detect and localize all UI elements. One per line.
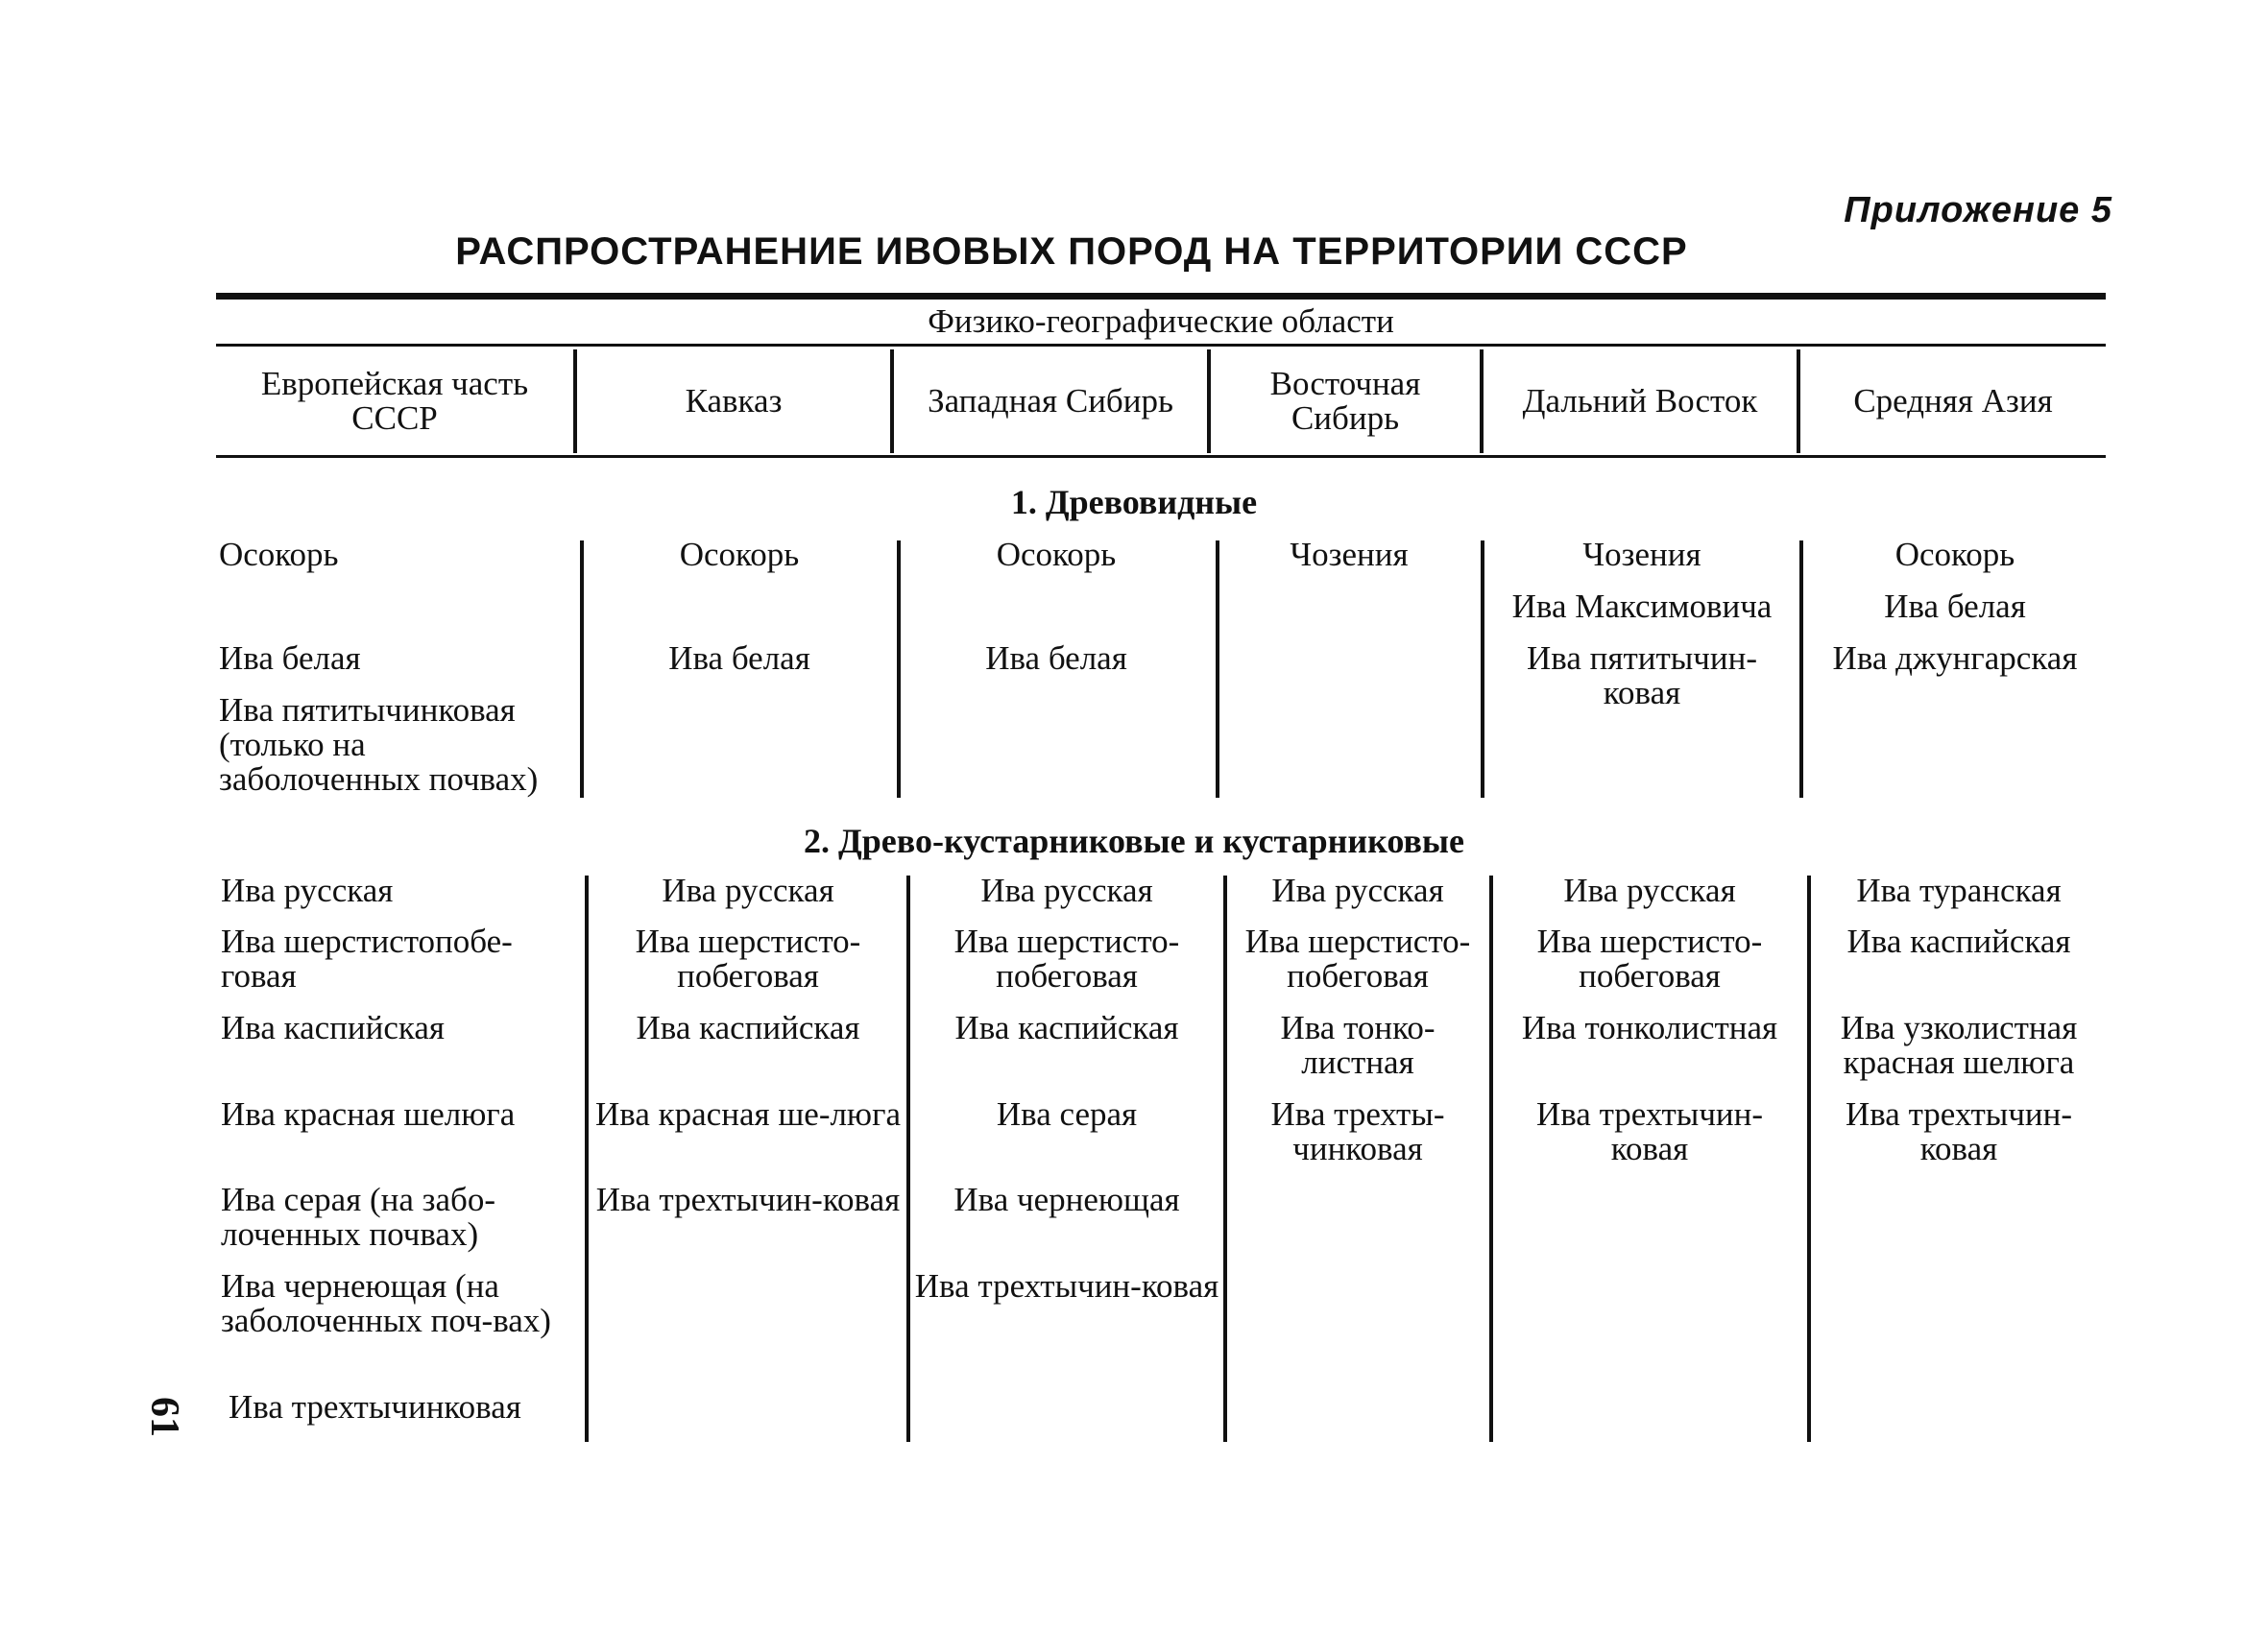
column-separator bbox=[1807, 876, 1811, 1442]
table-cell: Ива трехтычин-ковая bbox=[1845, 1095, 2073, 1167]
column-separator bbox=[897, 540, 901, 798]
table-cell: Осокорь bbox=[1894, 536, 2015, 573]
table-cell: Ива трехтычин-ковая bbox=[914, 1267, 1219, 1305]
table-cell: Осокорь bbox=[679, 536, 800, 573]
table-cell: Ива трехтычин-ковая bbox=[1535, 1095, 1764, 1167]
table-cell: Ива русская bbox=[662, 872, 834, 909]
section-title: 1. Древовидные bbox=[1010, 483, 1258, 521]
table-cell: Ива трехты-чинковая bbox=[1270, 1095, 1445, 1167]
table-cell: Ива Максимовича bbox=[1511, 588, 1773, 625]
table-cell: Ива джунгарская bbox=[1832, 639, 2078, 677]
page-number: 61 bbox=[142, 1397, 186, 1437]
column-separator bbox=[1481, 540, 1484, 798]
table-cell: Ива красная шелюга bbox=[221, 1095, 516, 1133]
top-rule bbox=[216, 293, 2106, 300]
table-cell: Ива русская bbox=[1563, 872, 1736, 909]
col-header-caucasus: Кавказ bbox=[685, 382, 783, 420]
table-cell: Ива трехтычинковая bbox=[229, 1388, 521, 1426]
header-separator bbox=[573, 349, 577, 453]
page-title-text: РАСПРОСТРАНЕНИЕ ИВОВЫХ ПОРОД НА ТЕРРИТОРИИ СССР bbox=[455, 230, 1688, 273]
table-cell: Ива серая (на забо-лоченных почвах) bbox=[221, 1181, 495, 1253]
table-cell: Ива шерстисто-побеговая bbox=[1536, 923, 1763, 995]
column-separator bbox=[580, 540, 584, 798]
table-cell: Чозения bbox=[1582, 536, 1701, 573]
table-cell-text: Ива пятитычинковая (только на заболоченных почвах) bbox=[219, 691, 539, 798]
table-cell: Ива трехтычин-ковая bbox=[595, 1181, 901, 1218]
col-header-west-siberia: Западная Сибирь bbox=[928, 382, 1173, 420]
table-cell: Ива тонко-листная bbox=[1280, 1009, 1436, 1081]
table-cell: Ива белая bbox=[219, 639, 361, 677]
column-separator bbox=[1216, 540, 1219, 798]
header-separator bbox=[1207, 349, 1211, 453]
table-cell: Ива шерстисто-побеговая bbox=[953, 923, 1180, 995]
header-separator bbox=[1480, 349, 1484, 453]
table-cell: Ива серая bbox=[996, 1095, 1138, 1133]
table-cell: Ива туранская bbox=[1856, 872, 2062, 909]
table-cell: Ива чернеющая bbox=[953, 1181, 1180, 1218]
table-cell: Ива шерстистопобе-говая bbox=[221, 923, 513, 995]
column-separator bbox=[1799, 540, 1803, 798]
header-group-rule bbox=[216, 344, 2106, 347]
table-cell: Ива пятитычин-ковая bbox=[1526, 639, 1757, 711]
table-cell bbox=[219, 693, 574, 797]
appendix-label: Приложение 5 bbox=[1844, 190, 2112, 230]
table-cell: Ива красная ше-люга bbox=[595, 1095, 901, 1133]
column-separator bbox=[906, 876, 910, 1442]
table-cell: Ива белая bbox=[1884, 588, 2026, 625]
col-header-central-asia: Средняя Азия bbox=[1853, 382, 2053, 420]
header-group-label: Физико-географические области bbox=[928, 302, 1394, 340]
table-cell: Чозения bbox=[1290, 536, 1409, 573]
table-cell: Ива узколистная красная шелюга bbox=[1840, 1009, 2078, 1081]
table-cell: Ива белая bbox=[985, 639, 1127, 677]
col-header-east-siberia: Восточная Сибирь bbox=[1269, 365, 1421, 437]
table-cell: Ива русская bbox=[221, 872, 394, 909]
table-cell: Осокорь bbox=[996, 536, 1117, 573]
table-cell: Ива белая bbox=[668, 639, 810, 677]
header-separator bbox=[890, 349, 894, 453]
table-cell: Осокорь bbox=[219, 536, 339, 573]
table-cell: Ива каспийская bbox=[954, 1009, 1179, 1046]
col-header-far-east: Дальний Восток bbox=[1522, 382, 1758, 420]
column-separator bbox=[1223, 876, 1227, 1442]
table-cell: Ива шерстисто-побеговая bbox=[1244, 923, 1471, 995]
column-separator bbox=[585, 876, 589, 1442]
col-header-european: Европейская часть СССР bbox=[260, 365, 529, 437]
table-cell: Ива каспийская bbox=[1846, 923, 2071, 960]
page-title bbox=[0, 230, 2268, 274]
table-cell: Ива каспийская bbox=[636, 1009, 860, 1046]
table-cell: Ива чернеющая (на заболоченных поч-вах) bbox=[221, 1267, 551, 1339]
table-cell: Ива каспийская bbox=[221, 1009, 446, 1046]
header-bottom-rule bbox=[216, 455, 2106, 458]
header-separator bbox=[1797, 349, 1800, 453]
table-cell: Ива тонколистная bbox=[1521, 1009, 1778, 1046]
table-cell: Ива шерстисто-побеговая bbox=[635, 923, 861, 995]
column-separator bbox=[1489, 876, 1493, 1442]
section-title: 2. Древо-кустарниковые и кустарниковые bbox=[804, 822, 1464, 860]
table-cell: Ива русская bbox=[1271, 872, 1444, 909]
table-cell: Ива русская bbox=[980, 872, 1153, 909]
